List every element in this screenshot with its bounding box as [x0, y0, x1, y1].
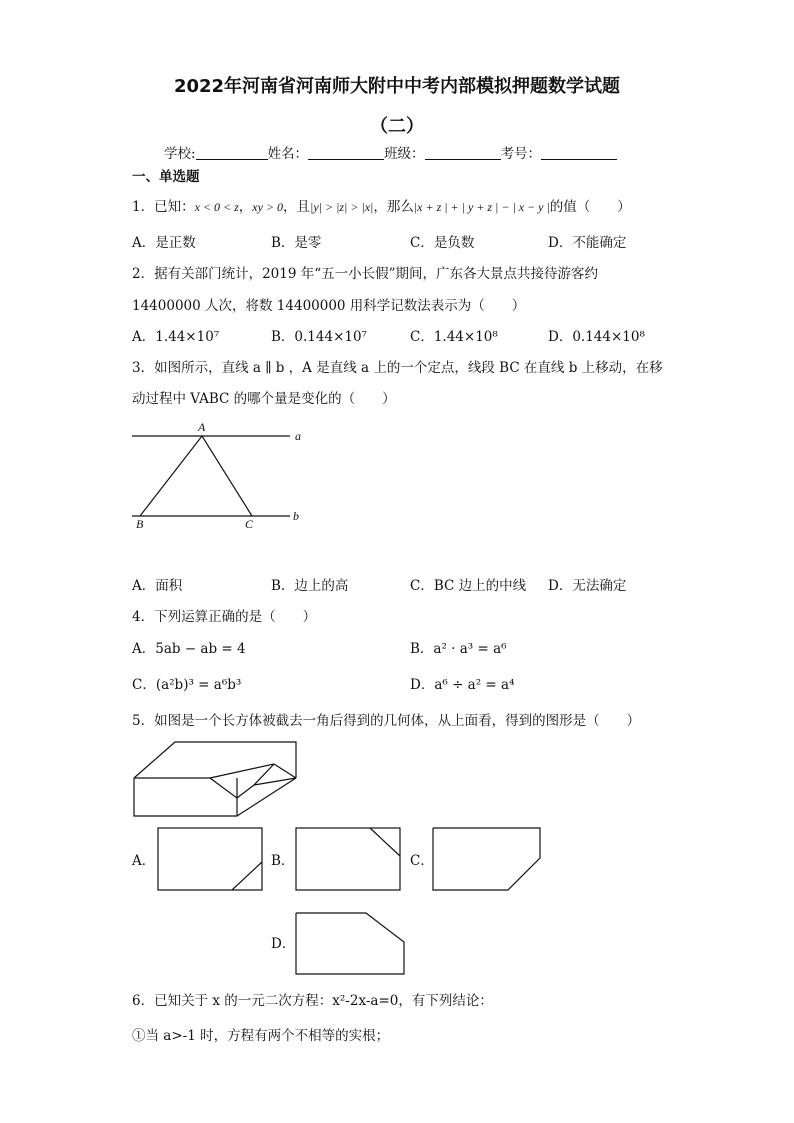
q5-stem: 5．如图是一个长方体被截去一角后得到的几何体，从上面看，得到的图形是（ ）	[132, 713, 641, 729]
label-B: B	[136, 517, 144, 531]
q1-option-b[interactable]: B．是零	[271, 235, 322, 251]
q5-option-c-label[interactable]: C．	[410, 853, 434, 869]
section-heading: 一、单选题	[132, 169, 200, 185]
q5-option-d-figure[interactable]	[296, 913, 404, 974]
q3-option-b[interactable]: B．边上的高	[271, 578, 349, 594]
q4-option-a[interactable]: A．5ab − ab = 4	[132, 641, 246, 657]
label-b: b	[293, 509, 299, 523]
q1-then: ，那么	[373, 199, 414, 215]
q5-option-d-label[interactable]: D．	[271, 936, 296, 952]
number-label: 考号：	[500, 146, 542, 162]
q4-stem: 4．下列运算正确的是（ ）	[132, 609, 317, 625]
q3-stem-line2: 动过程中 VABC 的哪个量是变化的（ ）	[132, 391, 396, 407]
q1-prefix: 1．已知：	[132, 199, 195, 215]
q1-expr: |x + z | + | y + z | − | x − y |	[413, 200, 550, 214]
q2-option-c[interactable]: C．1.44×10⁸	[410, 329, 498, 345]
name-label: 姓名：	[267, 146, 309, 162]
q6-stem-line1: 6．已知关于 x 的一元二次方程：x²-2x-a=0，有下列结论：	[132, 993, 493, 1009]
page-title: 2022年河南省河南师大附中中考内部模拟押题数学试题	[173, 76, 621, 97]
label-a: a	[295, 429, 301, 443]
page-subtitle: （二）	[370, 116, 424, 137]
q2-option-a[interactable]: A．1.44×10⁷	[132, 329, 220, 345]
q5-option-b-figure[interactable]	[296, 828, 400, 890]
q1-cond1: x < 0 < z	[194, 200, 239, 214]
q1-option-a[interactable]: A．是正数	[132, 235, 196, 251]
q2-stem-line1: 2．据有关部门统计，2019 年“五一小长假”期间，广东各大景点共接待游客约	[132, 266, 599, 282]
q2-option-b[interactable]: B．0.144×10⁷	[271, 329, 367, 345]
label-C: C	[245, 517, 254, 531]
q5-option-a-label[interactable]: A．	[132, 853, 156, 869]
q5-option-c-figure[interactable]	[433, 828, 540, 890]
q4-option-b[interactable]: B．a² · a³ = a⁶	[410, 641, 507, 657]
q1-suffix: 的值（ ）	[549, 199, 631, 215]
q2-stem-line2: 14400000 人次，将数 14400000 用科学记数法表示为（ ）	[132, 298, 526, 314]
q6-stem-line2: ①当 a>-1 时，方程有两个不相等的实根；	[132, 1028, 390, 1044]
q3-option-a[interactable]: A．面积	[132, 578, 183, 594]
q1-cond2: xy > 0	[252, 200, 284, 214]
q1-cond3: |y| > |z| > |x|	[310, 200, 374, 214]
q4-option-d[interactable]: D．a⁶ ÷ a² = a⁴	[410, 677, 515, 693]
q3-option-d[interactable]: D．无法确定	[548, 578, 627, 594]
school-label: 学校:	[164, 146, 196, 162]
q1-option-c[interactable]: C．是负数	[410, 235, 475, 251]
q3-option-c[interactable]: C．BC 边上的中线	[410, 578, 527, 594]
q2-option-d[interactable]: D．0.144×10⁸	[548, 329, 645, 345]
class-label: 班级：	[384, 146, 425, 162]
q1-option-d[interactable]: D．不能确定	[548, 235, 627, 251]
q5-solid	[134, 742, 296, 816]
q5-option-a-figure[interactable]	[158, 828, 262, 890]
q3-stem-line1: 3．如图所示，直线 a ∥ b ，A 是直线 a 上的一个定点，线段 BC 在直线 b 上移动，在移	[132, 360, 663, 376]
q1-mid: ，且	[283, 199, 311, 215]
q5-option-b-label[interactable]: B．	[271, 853, 295, 869]
question-1-stem: 1．已知：x < 0 < z，xy > 0，且|y| > |z| > |x|，那么|x + z | + | y + z | − | x − y |的值（ ）	[132, 199, 631, 215]
q4-option-c[interactable]: C．(a²b)³ = a⁶b³	[132, 677, 242, 693]
label-A: A	[198, 420, 206, 434]
